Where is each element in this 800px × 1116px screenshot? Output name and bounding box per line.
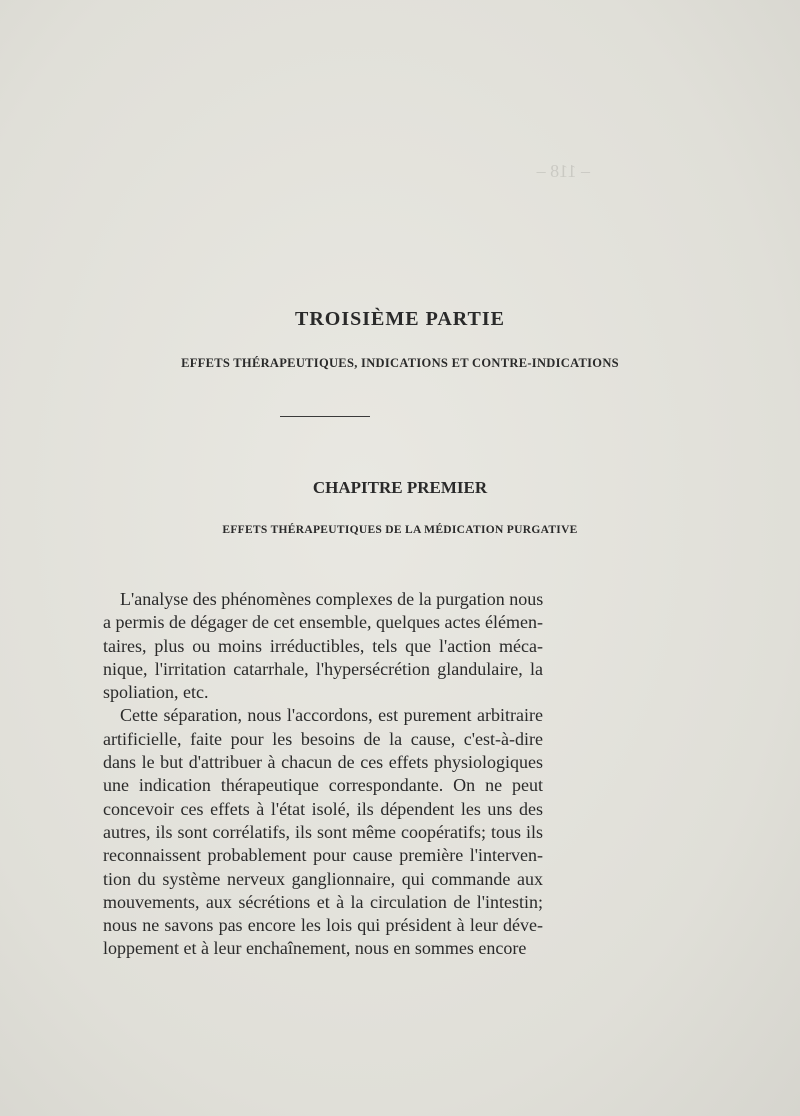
chapter-title: CHAPITRE PREMIER xyxy=(312,478,488,497)
part-subtitle: EFFETS THÉRAPEUTIQUES, INDICATIONS ET CONTRE-INDICATIONS xyxy=(181,356,619,370)
paragraph xyxy=(103,704,543,960)
text-line: L'analyse des phénomènes complexes de la purgation nous xyxy=(120,589,544,609)
text-line: spoliation, etc. xyxy=(103,682,209,703)
text-line: dans le but d'attribuer à chacun de ces effets physiologiques xyxy=(103,752,543,773)
show-through-text: ‒ 118 ‒ xyxy=(536,161,590,181)
text-line: tion du système nerveux ganglionnaire, qui commande aux xyxy=(103,868,543,889)
text-line: nous ne savons pas encore les lois qui président à leur déve- xyxy=(103,915,543,936)
part-title: TROISIÈME PARTIE xyxy=(295,308,505,330)
text-line: taires, plus ou moins irréductibles, tels que l'action méca- xyxy=(103,635,543,656)
chapter-subtitle: EFFETS THÉRAPEUTIQUES DE LA MÉDICATION PURGATIVE xyxy=(222,524,578,536)
paragraph xyxy=(103,588,543,704)
body-text xyxy=(103,588,543,961)
text-line: mouvements, aux sécrétions et à la circulation de l'intestin; xyxy=(103,891,543,912)
text-line: a permis de dégager de cet ensemble, quelques actes élémen- xyxy=(103,612,543,633)
text-line: reconnaissent probablement pour cause première l'interven- xyxy=(103,845,543,866)
section-divider xyxy=(280,416,370,417)
text-line: une indication thérapeutique correspondante. On ne peut xyxy=(103,775,543,796)
text-line: concevoir ces effets à l'état isolé, ils dépendent les uns des xyxy=(103,798,543,819)
text-line: artificielle, faite pour les besoins de la cause, c'est-à-dire xyxy=(103,728,543,749)
text-line: nique, l'irritation catarrhale, l'hypersécrétion glandulaire, la xyxy=(103,658,543,679)
text-line: loppement et à leur enchaînement, nous en sommes encore xyxy=(103,938,527,959)
text-line: autres, ils sont corrélatifs, ils sont même coopératifs; tous ils xyxy=(103,821,543,842)
text-line: Cette séparation, nous l'accordons, est purement arbitraire xyxy=(120,705,543,726)
